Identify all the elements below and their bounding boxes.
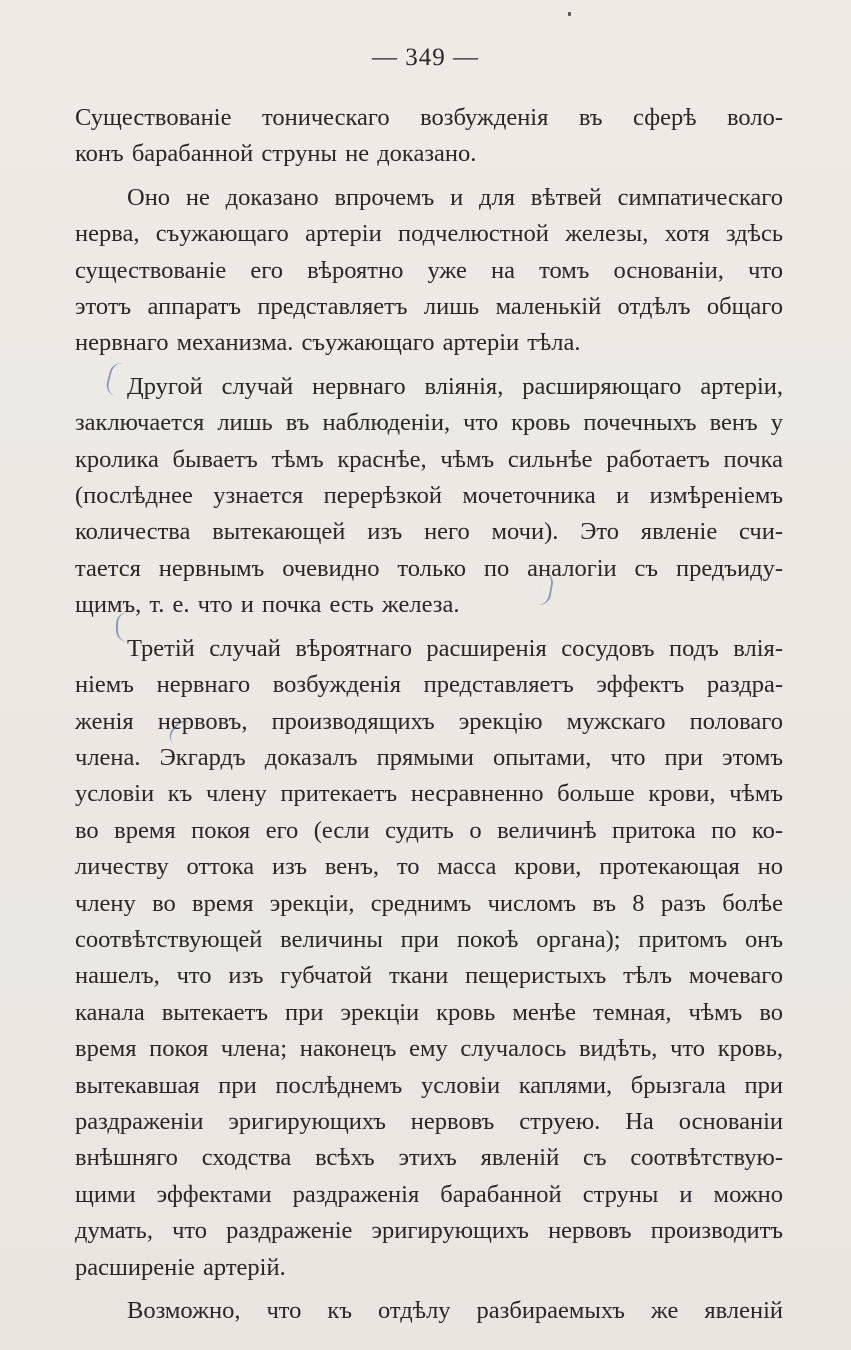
text-line: тается нервнымъ очевидно только по аналогіи съ предъиду-: [75, 554, 783, 582]
text-line: соотвѣтствующей величины при покоѣ органа); притомъ онъ: [75, 925, 783, 953]
text-line: Третій случай вѣроятнаго расширенія сосудовъ подъ влія-: [127, 634, 783, 662]
text-line: личеству оттока изъ венъ, то масса крови, протекающая но: [75, 853, 783, 881]
ink-speck: [568, 12, 571, 16]
page-number: — 349 —: [372, 44, 479, 71]
text-line: раздраженіи эригирующихъ нервовъ струею. На основаніи: [75, 1107, 783, 1135]
text-line: расширеніе артерій.: [75, 1253, 286, 1281]
text-line: заключается лишь въ наблюденіи, что кровь почечныхъ венъ у: [75, 409, 783, 437]
text-line: во время покоя его (если судить о величинѣ притока по ко-: [75, 816, 783, 844]
text-line: нерва, съужающаго артеріи подчелюстной железы, хотя здѣсь: [75, 220, 783, 248]
paragraph: [75, 369, 783, 624]
text-line: думать, что раздраженіе эригирующихъ нервовъ производитъ: [75, 1217, 783, 1245]
text-line: Оно не доказано впрочемъ и для вѣтвей симпатическаго: [127, 183, 783, 211]
text-line: существованіе его вѣроятно уже на томъ основаніи, что: [75, 256, 783, 284]
paragraph: [75, 1293, 783, 1329]
text-line: нашелъ, что изъ губчатой ткани пещеристыхъ тѣлъ мочеваго: [75, 962, 783, 990]
text-line: Возможно, что къ отдѣлу разбираемыхъ же явленій: [127, 1297, 783, 1324]
text-line: кролика бываетъ тѣмъ краснѣе, чѣмъ сильнѣе работаетъ почка: [75, 445, 783, 473]
paragraph: [75, 180, 783, 362]
body-text: [75, 100, 783, 1329]
text-line: женія нервовъ, производящихъ эрекцію мужскаго половаго: [75, 707, 783, 735]
text-line: конъ барабанной струны не доказано.: [75, 140, 477, 168]
text-line: условіи къ члену притекаетъ несравненно больше крови, чѣмъ: [75, 780, 783, 808]
text-line: время покоя члена; наконецъ ему случалось видѣть, что кровь,: [75, 1035, 783, 1063]
text-line: члена. Экгардъ доказалъ прямыми опытами, что при этомъ: [75, 743, 783, 771]
text-line: количества вытекающей изъ него мочи). Это явленіе счи-: [75, 518, 783, 546]
text-line: ніемъ нервнаго возбужденія представляетъ эффектъ раздра-: [75, 671, 783, 699]
text-line: щими эффектами раздраженія барабанной струны и можно: [75, 1180, 783, 1208]
paragraph: [75, 100, 783, 173]
text-line: этотъ аппаратъ представляетъ лишь маленькій отдѣлъ общаго: [75, 293, 783, 321]
text-line: внѣшняго сходства всѣхъ этихъ явленій съ соотвѣтствую-: [75, 1144, 783, 1172]
text-line: нервнаго механизма. съужающаго артеріи тѣла.: [75, 329, 581, 357]
paragraph: [75, 631, 783, 1286]
text-line: вытекавшая при послѣднемъ условіи каплями, брызгала при: [75, 1071, 783, 1099]
text-line: Другой случай нервнаго вліянія, расширяющаго артеріи,: [127, 372, 783, 400]
text-line: (послѣднее узнается перерѣзкой мочеточника и измѣреніемъ: [75, 482, 783, 510]
text-line: члену во время эрекціи, среднимъ числомъ въ 8 разъ болѣе: [75, 889, 783, 917]
text-line: щимъ, т. е. что и почка есть железа.: [75, 591, 460, 619]
text-line: Существованіе тоническаго возбужденія въ сферѣ воло-: [75, 104, 783, 131]
text-line: канала вытекаетъ при эрекціи кровь менѣе темная, чѣмъ во: [75, 998, 783, 1026]
